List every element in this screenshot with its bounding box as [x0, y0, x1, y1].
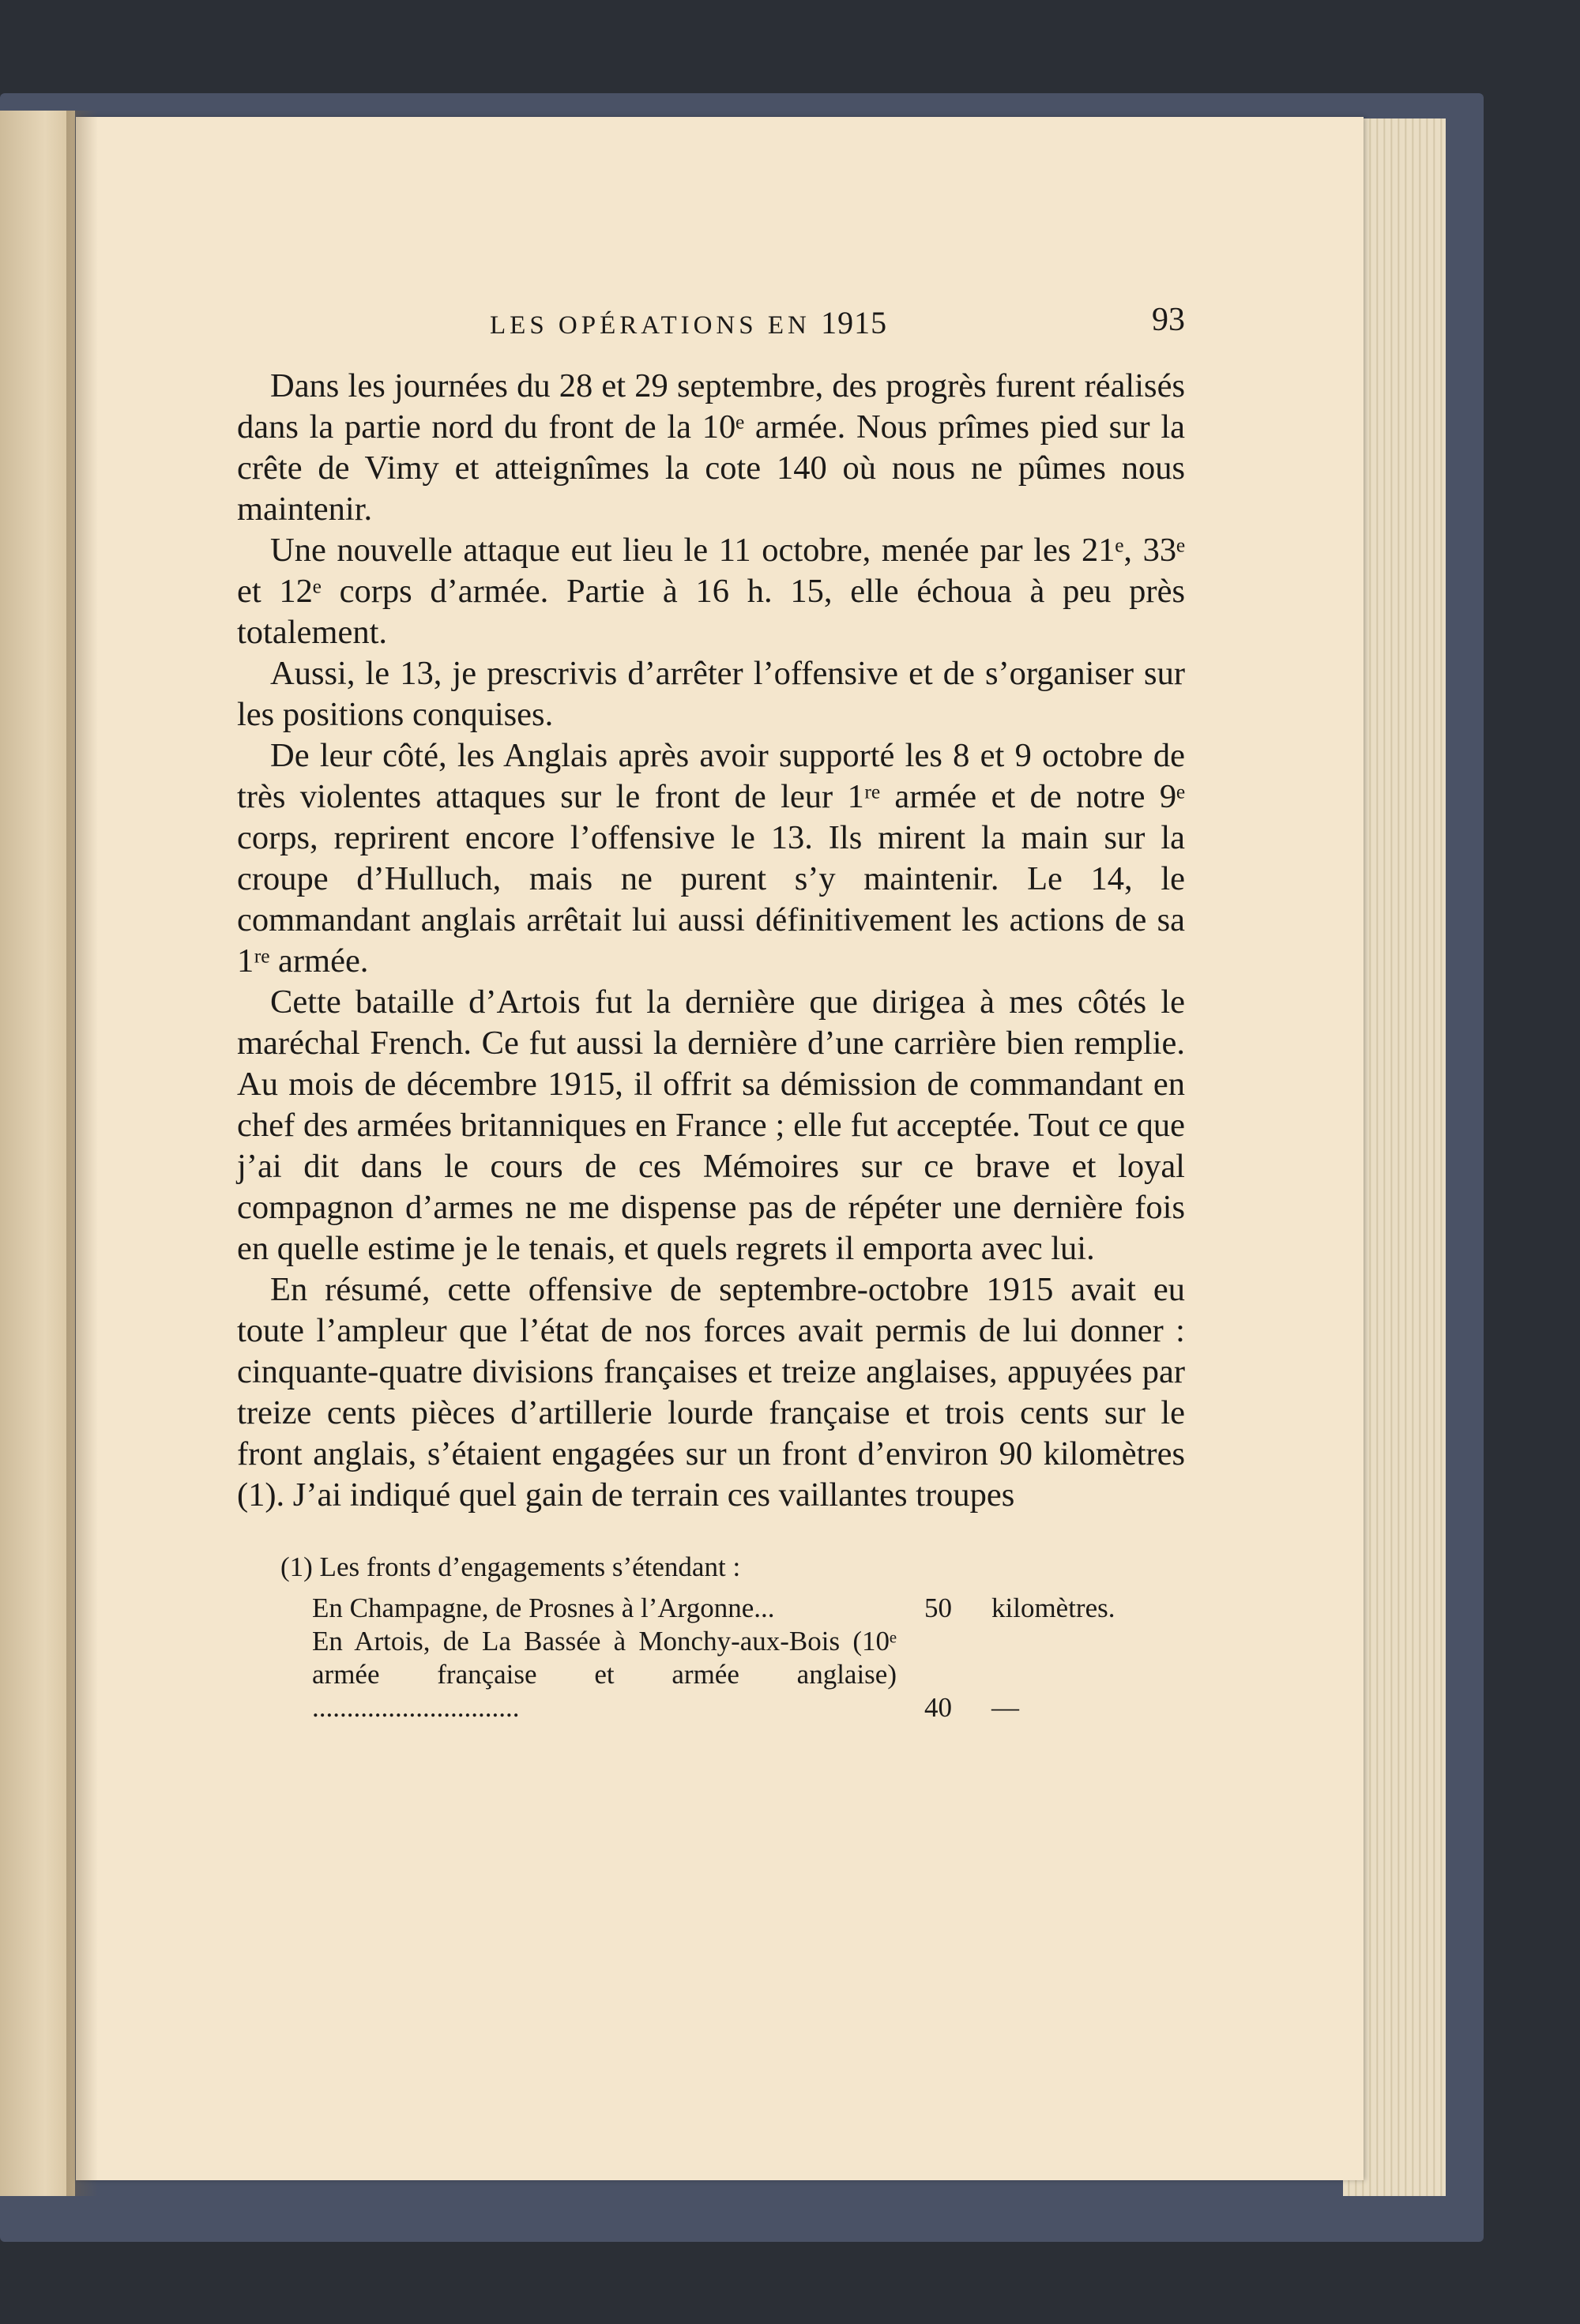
running-title-year: 1915	[821, 305, 888, 340]
running-head	[245, 304, 1185, 352]
footnote-intro: (1) Les fronts d’engagements s’étendant :	[280, 1551, 741, 1582]
footnote-row-value: 40	[924, 1692, 952, 1723]
body-text	[237, 366, 1185, 1516]
footnote	[237, 1551, 1185, 1724]
page-gutter-shadow	[66, 111, 98, 2196]
footnote-row-value: 50	[924, 1593, 952, 1623]
running-title-text: LES OPÉRATIONS EN	[490, 311, 811, 340]
page-number: 93	[1152, 302, 1185, 338]
paragraph-2: Une nouvelle attaque eut lieu le 11 octobre, menée par les 21ᵉ, 33ᵉ et 12ᵉ corps d’armée. Partie à 16 h. 15, elle échoua à peu près totalement.	[237, 532, 1185, 651]
paragraph-3: Aussi, le 13, je prescrivis d’arrêter l’offensive et de s’organiser sur les positions conquises.	[237, 655, 1185, 733]
footnote-row-unit: —	[991, 1692, 1019, 1723]
footnote-row-label: En Artois, de La Bassée à Monchy-aux-Bois (10ᵉ armée française et armée anglaise) ..............................	[312, 1626, 897, 1723]
paragraph-4: De leur côté, les Anglais après avoir supporté les 8 et 9 octobre de très violentes attaques sur le front de leur 1ʳᵉ armée et de notre 9ᵉ corps, reprirent encore l’offensive le 13. Ils mirent la main sur la croupe d’Hulluch, mais ne purent s’y maintenir. Le 14, le commandant anglais arrêtait lui aussi définitivement les actions de sa 1ʳᵉ armée.	[237, 737, 1185, 980]
footnote-row-unit: kilomètres.	[991, 1593, 1115, 1623]
paragraph-5: Cette bataille d’Artois fut la dernière que dirigea à mes côtés le maréchal French. Ce fut aussi la dernière d’une carrière bien remplie. Au mois de décembre 1915, il offrit sa démission de commandant en chef des armées britanniques en France ; elle fut acceptée. Tout ce que j’ai dit dans le cours de ces Mémoires sur ce brave et loyal compagnon d’armes ne me dispense pas de répéter une dernière fois en quelle estime je le tenais, et quels regrets il emporta avec lui.	[237, 983, 1185, 1267]
paragraph-1: Dans les journées du 28 et 29 septembre, des progrès furent réalisés dans la partie nord du front de la 10ᵉ armée. Nous prîmes pied sur la crête de Vimy et atteignîmes la cote 140 où nous ne pûmes nous maintenir.	[237, 367, 1185, 528]
footnote-row-champagne	[312, 1592, 1149, 1625]
footnote-row-artois	[312, 1625, 1149, 1724]
page-text-area	[237, 304, 1185, 1724]
paragraph-6: En résumé, cette offensive de septembre-octobre 1915 avait eu toute l’ampleur que l’état de nos forces avait permis de lui donner : cinquante-quatre divisions françaises et treize anglaises, appuyées par treize cents pièces d’artillerie lourde française et trois cents sur le front anglais, s’étaient engagées sur un front d’environ 90 kilomètres (1). J’ai indiqué quel gain de terrain ces vaillantes troupes	[237, 1271, 1185, 1514]
footnote-row-label: En Champagne, de Prosnes à l’Argonne...	[312, 1593, 775, 1623]
left-page-edge	[0, 111, 75, 2196]
running-title	[490, 304, 887, 341]
